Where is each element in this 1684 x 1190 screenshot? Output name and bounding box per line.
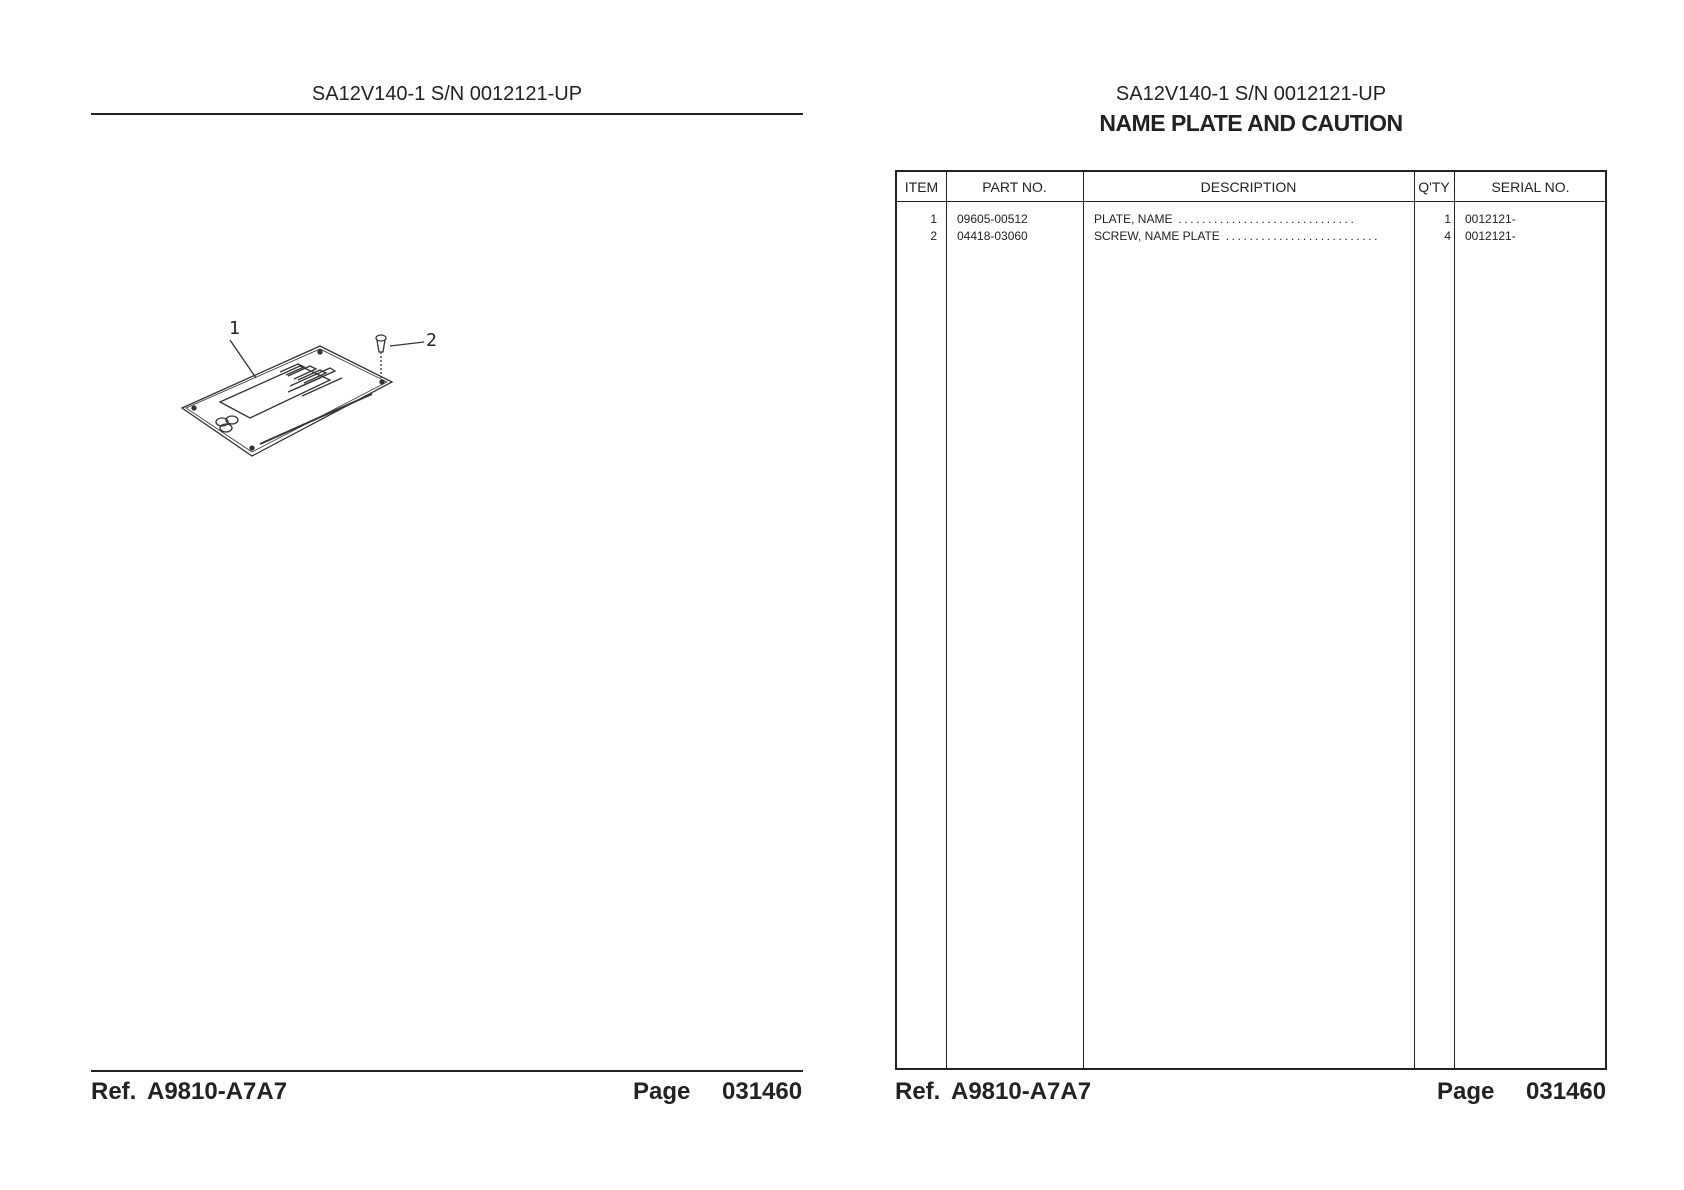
column-header-description: DESCRIPTION	[1200, 179, 1297, 195]
description	[1094, 212, 1410, 226]
right-ref-value: A9810-A7A7	[951, 1078, 1092, 1105]
left-page-header: SA12V140-1 S/N 0012121-UP	[311, 83, 583, 105]
column-divider	[1454, 172, 1455, 1068]
name-plate-illustration	[170, 310, 430, 470]
serial-number: 0012121-	[1465, 212, 1516, 226]
description-text: PLATE, NAME	[1094, 212, 1173, 226]
leader-dots: ..............................	[1172, 212, 1357, 226]
right-page-number: 031460	[1526, 1078, 1607, 1105]
quantity: 1	[1444, 212, 1451, 226]
left-ref-value: A9810-A7A7	[147, 1078, 288, 1105]
description	[1094, 229, 1410, 243]
table-header	[897, 172, 1605, 202]
quantity: 4	[1444, 229, 1451, 243]
column-header-qty: Q'TY	[1418, 179, 1450, 195]
item-number: 2	[930, 229, 937, 243]
right-ref-label: Ref.	[895, 1078, 941, 1105]
right-page-label: Page	[1437, 1078, 1495, 1105]
column-divider	[1414, 172, 1415, 1068]
table-row	[897, 212, 1605, 229]
leader-dots: ..........................	[1219, 229, 1381, 243]
column-header-part-no: PART NO.	[982, 179, 1047, 195]
page-title: NAME PLATE AND CAUTION	[1099, 110, 1403, 136]
item-number: 1	[930, 212, 937, 226]
left-footer-rule	[91, 1070, 803, 1072]
left-header-rule	[91, 113, 803, 115]
callout-1: 1	[229, 318, 240, 339]
left-ref-label: Ref.	[91, 1078, 137, 1105]
column-header-item: ITEM	[904, 179, 939, 195]
right-page-header: SA12V140-1 S/N 0012121-UP	[1115, 83, 1387, 105]
parts-table	[895, 170, 1607, 1070]
serial-number: 0012121-	[1465, 229, 1516, 243]
callout-2: 2	[426, 330, 437, 351]
description-text: SCREW, NAME PLATE	[1094, 229, 1220, 243]
column-divider	[946, 172, 947, 1068]
left-page-label: Page	[633, 1078, 691, 1105]
table-row	[897, 229, 1605, 246]
part-number: 09605-00512	[957, 212, 1028, 226]
column-divider	[1083, 172, 1084, 1068]
column-header-serial-no: SERIAL NO.	[1491, 179, 1570, 195]
part-number: 04418-03060	[957, 229, 1028, 243]
left-page-number: 031460	[722, 1078, 803, 1105]
